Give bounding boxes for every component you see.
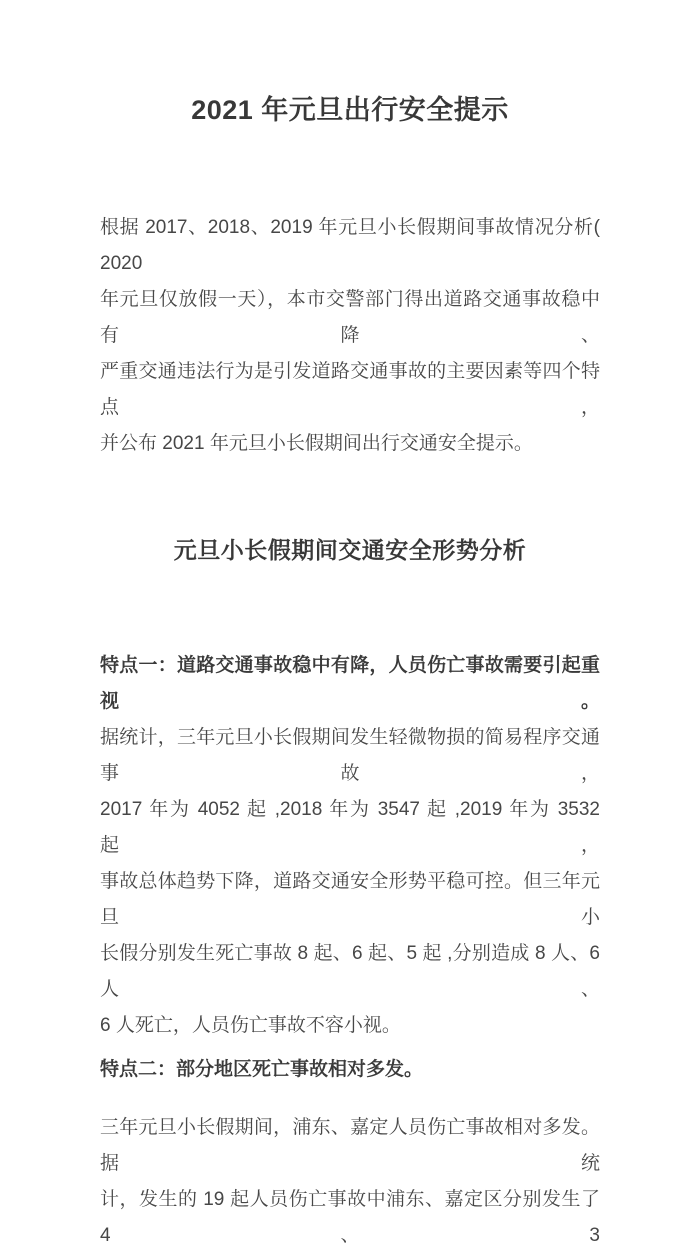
feature-one-line: 6 人死亡，人员伤亡事故不容小视。 xyxy=(100,1015,401,1036)
feature-two-paragraph xyxy=(100,1110,600,1254)
feature-two-line: 计，发生的 19 起人员伤亡事故中浦东、嘉定区分别发生了 4、3 xyxy=(100,1189,600,1246)
feature-two-heading: 特点二：部分地区死亡事故相对多发。 xyxy=(100,1059,424,1080)
feature-two-line: 三年元旦小长假期间，浦东、嘉定人员伤亡事故相对多发。据统 xyxy=(100,1117,600,1174)
feature-one-heading: 特点一：道路交通事故稳中有降，人员伤亡事故需要引起重视。 xyxy=(100,655,600,712)
intro-paragraph xyxy=(100,210,600,462)
document-title: 2021 年元旦出行安全提示 xyxy=(191,95,509,125)
feature-one-line: 长假分别发生死亡事故 8 起、6 起、5 起 ,分别造成 8 人、6 人、 xyxy=(100,943,600,1000)
intro-line: 并公布 2021 年元旦小长假期间出行交通安全提示。 xyxy=(100,433,533,454)
feature-one-line: 2017 年为 4052 起 ,2018 年为 3547 起 ,2019 年为 3532 起， xyxy=(100,799,600,856)
section-heading-traffic-safety-analysis: 元旦小长假期间交通安全形势分析 xyxy=(173,537,527,563)
intro-line: 根据 2017、2018、2019 年元旦小长假期间事故情况分析( 2020 xyxy=(100,217,600,274)
intro-line: 年元旦仅放假一天），本市交警部门得出道路交通事故稳中有降、 xyxy=(100,289,600,346)
intro-line: 严重交通违法行为是引发道路交通事故的主要因素等四个特点， xyxy=(100,361,600,418)
feature-one-line: 据统计，三年元旦小长假期间发生轻微物损的简易程序交通事故， xyxy=(100,727,600,784)
feature-one-line: 事故总体趋势下降，道路交通安全形势平稳可控。但三年元旦小 xyxy=(100,871,600,928)
feature-one-paragraph xyxy=(100,648,600,1044)
